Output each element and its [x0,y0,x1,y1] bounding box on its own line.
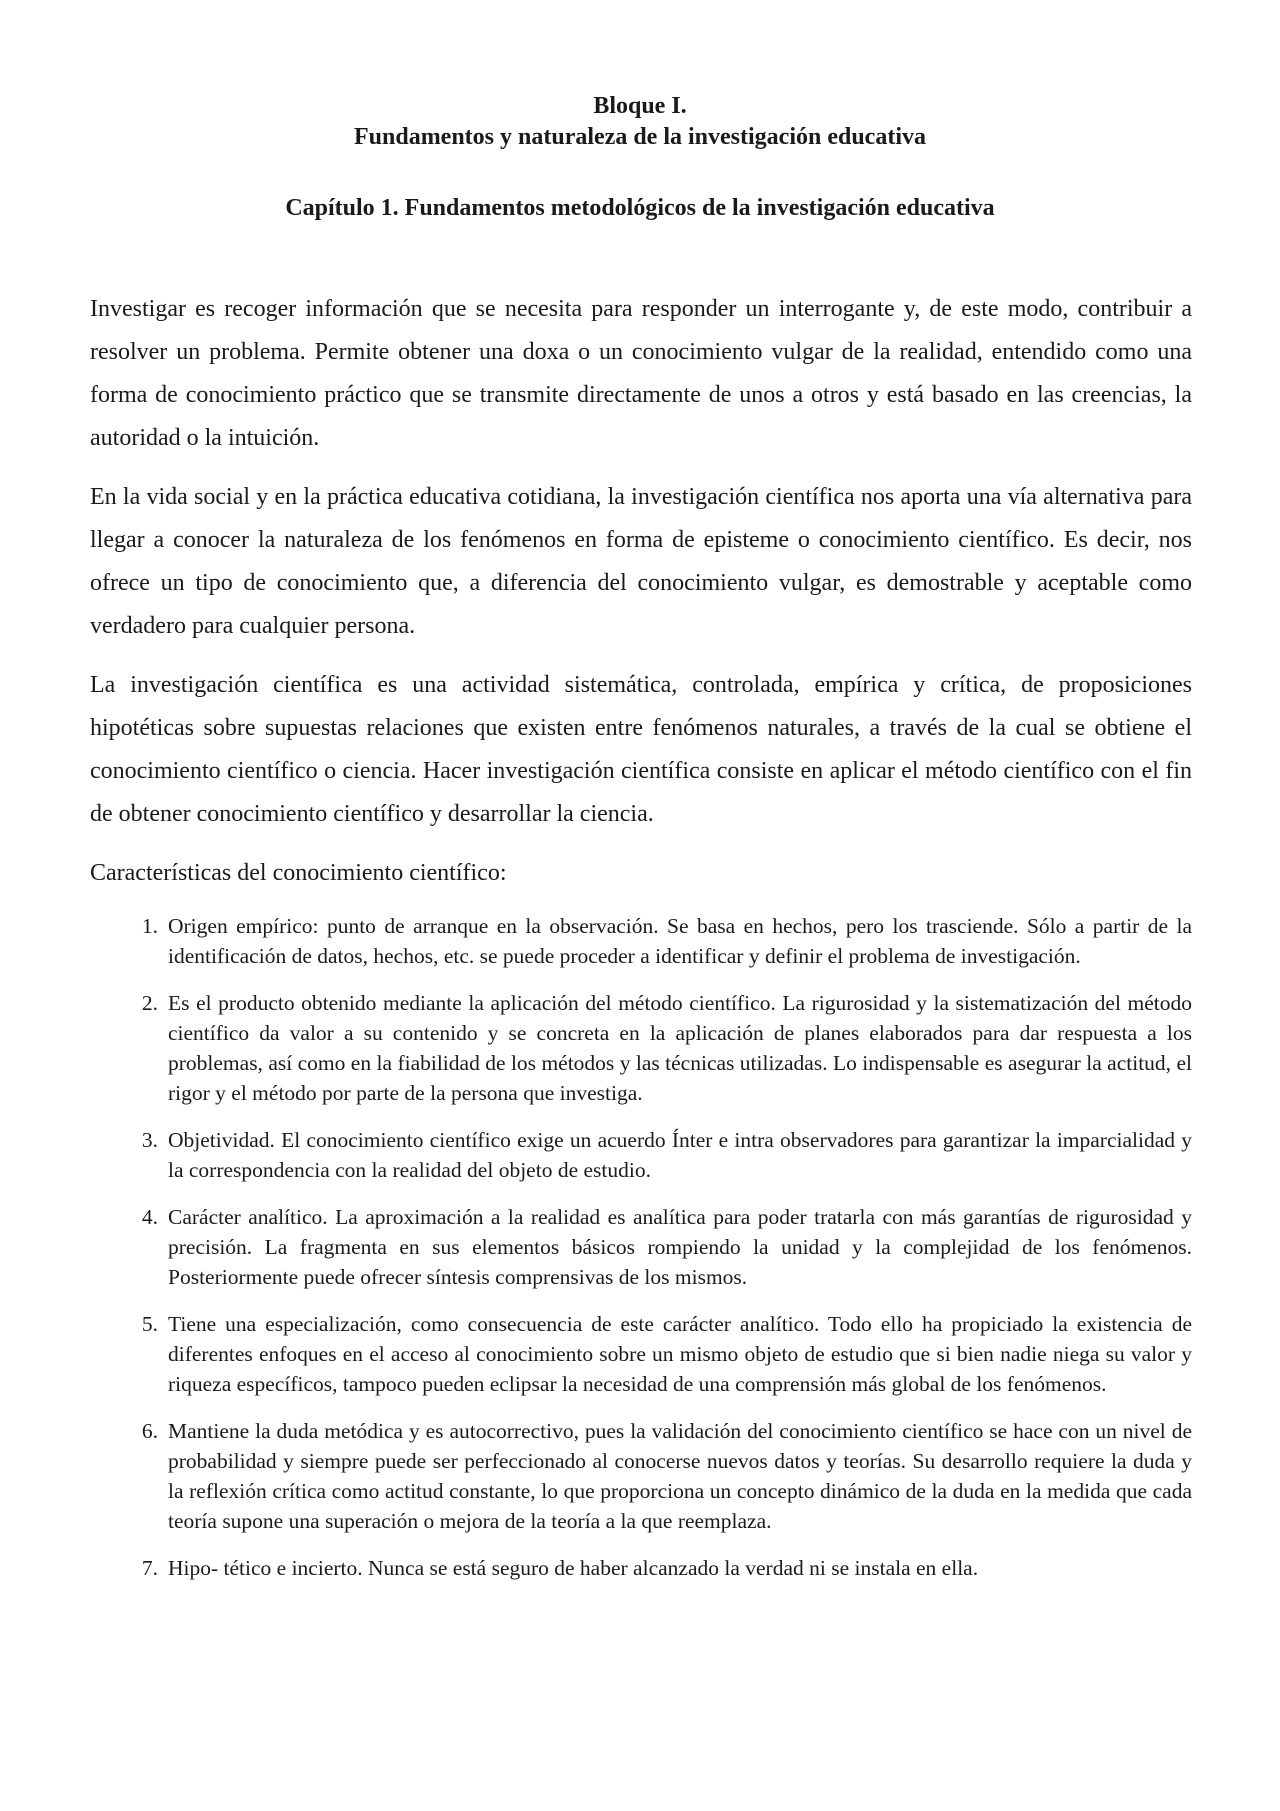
list-item-text: Origen empírico: punto de arranque en la observación. Se basa en hechos, pero los trasciende. Sólo a partir de la identificación de datos, hechos, etc. se puede proceder a identificar y definir el problema de investigación. [168,914,1192,968]
chapter-title: Capítulo 1. Fundamentos metodológicos de la investigación educativa [285,195,995,221]
block-title: Fundamentos y naturaleza de la investigación educativa [353,124,926,150]
list-item-number: 7. [141,1556,158,1580]
list-item-number: 2. [141,991,158,1015]
list-item [90,988,1192,1108]
list-item [90,911,1192,971]
body-text [90,288,1192,1600]
block-number: Bloque I. [593,93,687,119]
list-item-number: 3. [141,1128,158,1152]
list-item [90,1202,1192,1292]
list-item-text: Tiene una especialización, como consecuencia de este carácter analítico. Todo ello ha propiciado la existencia de diferentes enfoques en el acceso al conocimiento sobre un mismo objeto de estudio que si bien nadie niega su valor y riqueza específicos, tampoco pueden eclipsar la necesidad de una comprensión más global de los fenómenos. [168,1312,1192,1396]
paragraph-3: La investigación científica es una actividad sistemática, controlada, empírica y crítica, de proposiciones hipotéticas sobre supuestas relaciones que existen entre fenómenos naturales, a través de la cual se obtiene el conocimiento científico o ciencia. Hacer investigación científica consiste en aplicar el método científico con el fin de obtener conocimiento científico y desarrollar la ciencia. [90,672,1192,827]
paragraph-1: Investigar es recoger información que se necesita para responder un interrogante y, de este modo, contribuir a resolver un problema. Permite obtener una doxa o un conocimiento vulgar de la realidad, entendido como una forma de conocimiento práctico que se transmite directamente de unos a otros y está basado en las creencias, la autoridad o la intuición. [90,296,1192,451]
list-item [90,1309,1192,1399]
list-item-text: Mantiene la duda metódica y es autocorrectivo, pues la validación del conocimiento científico se hace con un nivel de probabilidad y siempre puede ser perfeccionado al conocerse nuevos datos y teorías. Su desarrollo requiere la duda y la reflexión crítica como actitud constante, lo que proporciona un concepto dinámico de la duda en la medida que cada teoría supone una superación o mejora de la teoría a la que reemplaza. [168,1419,1192,1533]
list-item [90,1416,1192,1536]
block-heading [90,91,1190,153]
paragraph-2: En la vida social y en la práctica educativa cotidiana, la investigación científica nos aporta una vía alternativa para llegar a conocer la naturaleza de los fenómenos en forma de episteme o conocimiento científico. Es decir, nos ofrece un tipo de conocimiento que, a diferencia del conocimiento vulgar, es demostrable y aceptable como verdadero para cualquier persona. [90,484,1192,639]
list-item-number: 1. [141,914,158,938]
list-item-text: Carácter analítico. La aproximación a la realidad es analítica para poder tratarla con más garantías de rigurosidad y precisión. La fragmenta en sus elementos básicos rompiendo la unidad y la complejidad de los fenómenos. Posteriormente puede ofrecer síntesis comprensivas de los mismos. [168,1205,1192,1289]
characteristics-list [90,911,1192,1583]
list-item [90,1125,1192,1185]
list-item-text: Es el producto obtenido mediante la aplicación del método científico. La rigurosidad y la sistematización del método científico da valor a su contenido y se concreta en la aplicación de planes elaborados para dar respuesta a los problemas, así como en la fiabilidad de los métodos y las técnicas utilizadas. Lo indispensable es asegurar la actitud, el rigor y el método por parte de la persona que investiga. [168,991,1192,1105]
list-item-text: Hipo- tético e incierto. Nunca se está seguro de haber alcanzado la verdad ni se instala en ella. [168,1556,979,1580]
list-item-text: Objetividad. El conocimiento científico exige un acuerdo Ínter e intra observadores para garantizar la imparcialidad y la correspondencia con la realidad del objeto de estudio. [168,1128,1192,1182]
list-item [90,1553,1192,1583]
list-item-number: 5. [141,1312,158,1336]
list-intro: Características del conocimiento científico: [90,860,507,886]
list-item-number: 4. [141,1205,158,1229]
list-item-number: 6. [141,1419,158,1443]
